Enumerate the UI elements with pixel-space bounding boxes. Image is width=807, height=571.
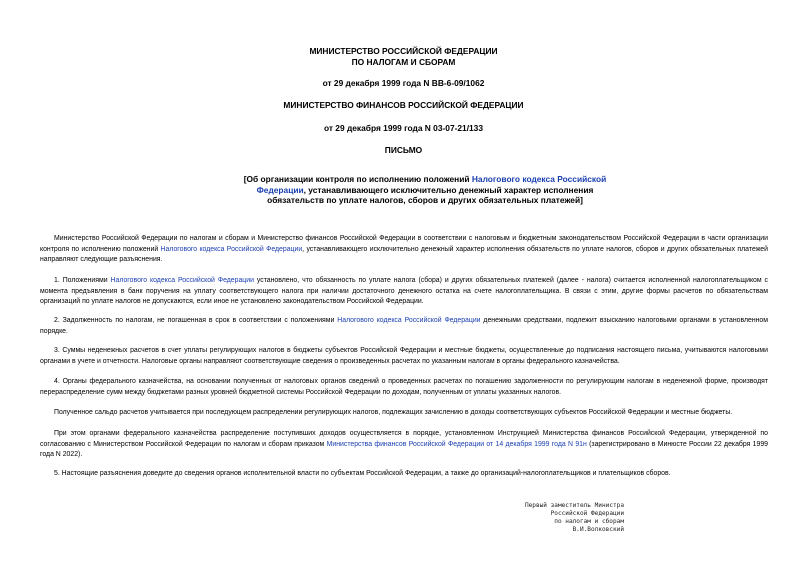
paragraph-text: Министерство Российской Федерации по налогам и сборам и Министерство финансов Российской Федерации в соответствии с налоговым и бюджетным законодательством Российской Федерации в части организации контроля по исполнению положений xyxy=(40,235,768,253)
ministry-tax-line1: МИНИСТЕРСТВО РОССИЙСКОЙ ФЕДЕРАЦИИ xyxy=(309,46,498,56)
subject-text-1: [Об организации контроля по исполнению положений xyxy=(243,174,472,184)
signature-line: Российской Федерации xyxy=(550,510,624,517)
paragraph-text: , устанавливающего исключительно денежный характер исполнения обязательств по уплате налогов, сборов и других обязательных платежей направляют следующие разъяснения. xyxy=(40,245,768,263)
intro-paragraph xyxy=(40,234,768,266)
document-type: ПИСЬМО xyxy=(384,145,423,155)
paragraph-5: Полученное сальдо расчетов учитывается при последующем распределении регулирующих налогов, подлежащих зачислению в доходы соответствующих субъектов Российской Федерации и местные бюджеты. xyxy=(54,409,733,416)
tax-code-link[interactable]: Налогового кодекса Российской Федерации xyxy=(110,277,254,284)
paragraph-text: (зарегистрировано в Минюсте России 22 декабря 1999 года N 2022). xyxy=(40,440,768,458)
date-tax: от 29 декабря 1999 года N ВВ-6-09/1062 xyxy=(322,78,485,88)
paragraph-text: 1. Положениями xyxy=(54,277,111,284)
ministry-finance-title: МИНИСТЕРСТВО ФИНАНСОВ РОССИЙСКОЙ ФЕДЕРАЦИИ xyxy=(283,100,524,110)
document-subject xyxy=(230,174,620,206)
paragraph-6 xyxy=(40,429,768,461)
tax-code-link[interactable]: Налогового кодекса Российской Федерации xyxy=(256,174,607,195)
subject-text-2: , устанавливающего исключительно денежный характер исполнения обязательств по уплате налогов, сборов и других обязательных платежей] xyxy=(267,184,594,205)
signature-line: Первый заместитель Министра xyxy=(524,502,624,509)
paragraph-2 xyxy=(40,316,768,337)
paragraph-1 xyxy=(40,276,768,308)
paragraph-text: денежными средствами, подлежит взысканию налоговыми органами в установленном порядке. xyxy=(40,317,768,335)
ministry-tax-title xyxy=(0,46,807,67)
paragraph-3: 3. Суммы неденежных расчетов в счет уплаты регулирующих налогов в бюджеты субъектов Российской Федерации и местные бюджеты, осуществленные до подписания настоящего письма, учитываются налоговыми органами в учете и отчетности. Налоговые органы направляют соответствующие сведения о произведенных расчетах по указанным налогам в органы федерального казначейства. xyxy=(40,347,768,365)
signature-block xyxy=(490,502,624,534)
order-link[interactable]: Министерства финансов Российской Федерации от 14 декабря 1999 года N 91н xyxy=(326,440,587,448)
tax-code-link[interactable]: Налогового кодекса Российской Федерации xyxy=(337,317,481,324)
paragraph-text: При этом органами федерального казначейства распределение поступивших доходов осуществляется в порядке, установленном Инструкцией Министерства финансов Российской Федерации, утвержденной по согласованию с Министерством Российской Федерации по налогам и сборам приказом xyxy=(40,430,768,448)
signature-line: по налогам и сборам xyxy=(554,518,624,525)
tax-code-link[interactable]: Налогового кодекса Российской Федерации xyxy=(160,245,303,253)
paragraph-text: 2. Задолженность по налогам, не погашенная в срок в соответствии с положениями xyxy=(54,317,338,324)
date-finance: от 29 декабря 1999 года N 03-07-21/133 xyxy=(323,123,484,133)
paragraph-4: 4. Органы федерального казначейства, на основании полученных от налоговых органов сведений о проведенных расчетах по погашению задолженности по регулирующим налогам в неденежной форме, производят перераспределение сумм между бюджетами разных уровней бюджетной системы Российской Федерации по доходам, полученным от уплаты указанных налогов. xyxy=(40,378,768,396)
paragraph-7: 5. Настоящие разъяснения доведите до сведения органов исполнительной власти по субъектам Российской Федерации, а также до организаций-налогоплательщиков и плательщиков сборов. xyxy=(54,470,671,477)
signer-name: В.И.Волковский xyxy=(572,526,624,533)
ministry-tax-line2: ПО НАЛОГАМ И СБОРАМ xyxy=(351,56,456,67)
paragraph-text: установлено, что обязанность по уплате налога (сбора) и других обязательных платежей (далее - налога) считается исполненной налогоплательщиком с момента предъявления в банк поручения на уплату соответствующего налога при наличии достаточного денежного остатка на счете налогоплательщика. В связи с этим, другие формы расчетов по обязательствам организаций по уплате налогов не допускаются, если иное не установлено законодательством Российской Федерации. xyxy=(40,277,769,305)
